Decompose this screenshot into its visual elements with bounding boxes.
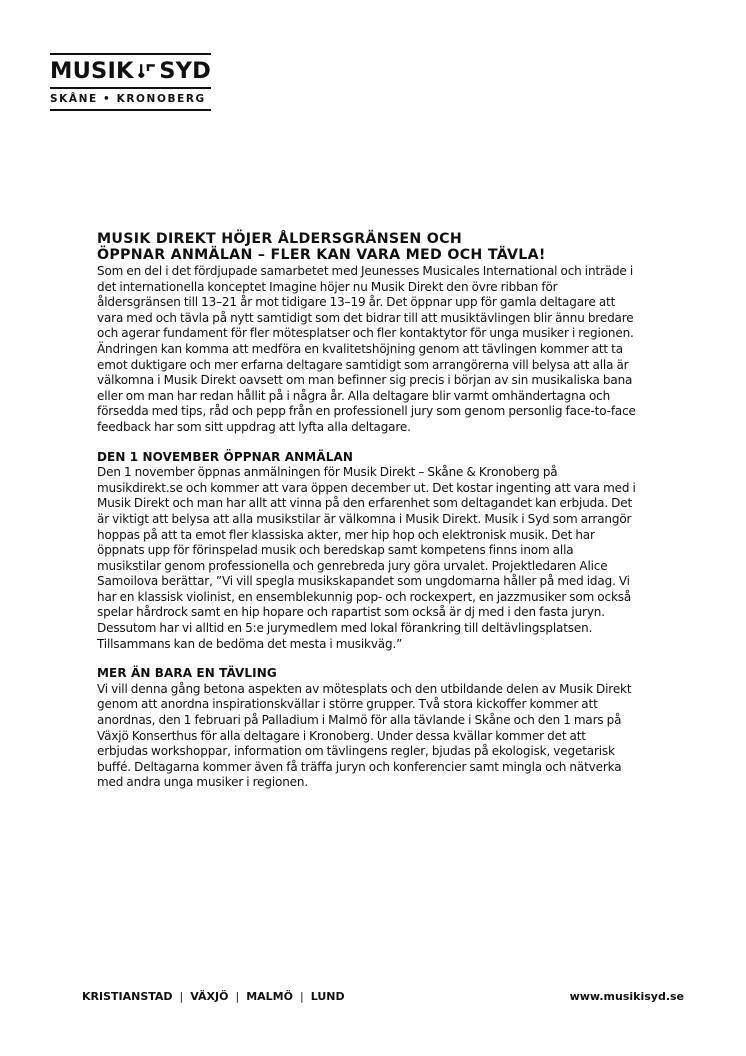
logo-bottom-rule [50,109,211,111]
city-malmo: MALMÖ [246,989,293,1003]
section-heading-registration: DEN 1 NOVEMBER ÖPPNAR ANMÄLAN [97,449,353,464]
more-than-competition-paragraph: Vi vill denna gång betona aspekten av mötesplats och den utbildande delen av Musik Direkt genom att anordna inspirationskvällar i större grupper. Två stora kickoffer kommer att anordnas, den 1 februari på Palladium i Malmö för alla tävlande i Skåne och den 1 mars på Växjö Konserthus för alla deltagare i Kronoberg. Under dessa kvällar kommer det att erbjudas workshoppar, information om tävlingens regler, bjudas på ekologisk, vegetarisk buffé. Deltagarna kommer även få träffa juryn och konferencier samt mingla och nätverka med andra unga musiker i regionen. [97,681,632,790]
footer [82,986,684,1006]
footer-separator: | [299,989,304,1003]
logo-word-syd: SYD [159,58,211,84]
article-title [97,231,637,263]
logo-wordmark [50,55,211,87]
logo-word-musik: MUSIK [50,58,134,84]
footer-website: www.musikisyd.se [569,989,684,1003]
city-lund: LUND [310,989,345,1003]
musik-i-syd-logo [50,53,211,111]
city-vaxjo: VÄXJÖ [190,989,229,1003]
city-kristianstad: KRISTIANSTAD [82,989,173,1003]
registration-paragraph: Den 1 november öppnas anmälningen för Musik Direkt – Skåne & Kronoberg på musikdirekt.se och kommer att vara öppen december ut. Det kostar ingenting att vara med i Musik Direkt och man har allt att vinna på den erfarenhet som deltagandet kan erbjuda. Det är viktigt att belysa att alla musikstilar är välkomna i Musik Direkt. Musik i Syd som arrangör hoppas på att ta emot fler klassiska akter, mer hip hop och elektronisk musik. Det har öppnats upp för förinspelad musik och beredskap samt kompetens finns inom alla musikstilar genom professionella och genrebreda jury göra urvalet. Projektledaren Alice Samoilova berättar, ”Vi vill spegla musikskapandet som ungdomarna håller på med idag. Vi har en klassisk violinist, en ensemblekunnig pop- och rockexpert, en jazzmusiker som också spelar hårdrock samt en hip hopare och rapartist som också är dj med i den fasta juryn. Dessutom har vi alltid en 5:e jurymedlem med lokal förankring till deltävlingsplatsen. Tillsammans kan de bedöma det mesta i musikväg.” [97,465,636,651]
article-title-line-2: ÖPPNAR ANMÄLAN – FLER KAN VARA MED OCH TÄVLA! [97,247,546,263]
footer-separator: | [235,989,240,1003]
music-note-icon [138,60,156,82]
article-title-line-1: MUSIK DIREKT HÖJER ÅLDERSGRÄNSEN OCH [97,231,463,247]
footer-separator: | [179,989,184,1003]
section-heading-more-than-competition: MER ÄN BARA EN TÄVLING [97,666,277,681]
article [97,231,637,791]
footer-cities [82,990,345,1003]
intro-paragraph: Som en del i det fördjupade samarbetet med Jeunesses Musicales International och inträde i det internationella konceptet Imagine höjer nu Musik Direkt den övre ribban för åldersgränsen till 13–21 år mot tidigare 13–19 år. Det öppnar upp för gamla deltagare att vara med och tävla på nytt samtidigt som det bidrar till att musiktävlingen blir ännu bredare och agerar fundament för fler mötesplatser och fler kontaktytor för unga musiker i regionen. Ändringen kan komma att medföra en kvalitetshöjning genom att tävlingen kommer att ta emot duktigare och mer erfarna deltagare samtidigt som arrangörerna vill belysa att alla är välkomna i Musik Direkt oavsett om man befinner sig precis i början av sin musikaliska bana eller om man har redan hållit på i några år. Alla deltagare blir varmt omhändertagna och försedda med tips, råd och pepp från en professionell jury som genom personlig face-to-face feedback har som sitt uppdrag att lyfta alla deltagare. [97,264,636,434]
logo-subtitle: SKÅNE • KRONOBERG [50,93,206,105]
